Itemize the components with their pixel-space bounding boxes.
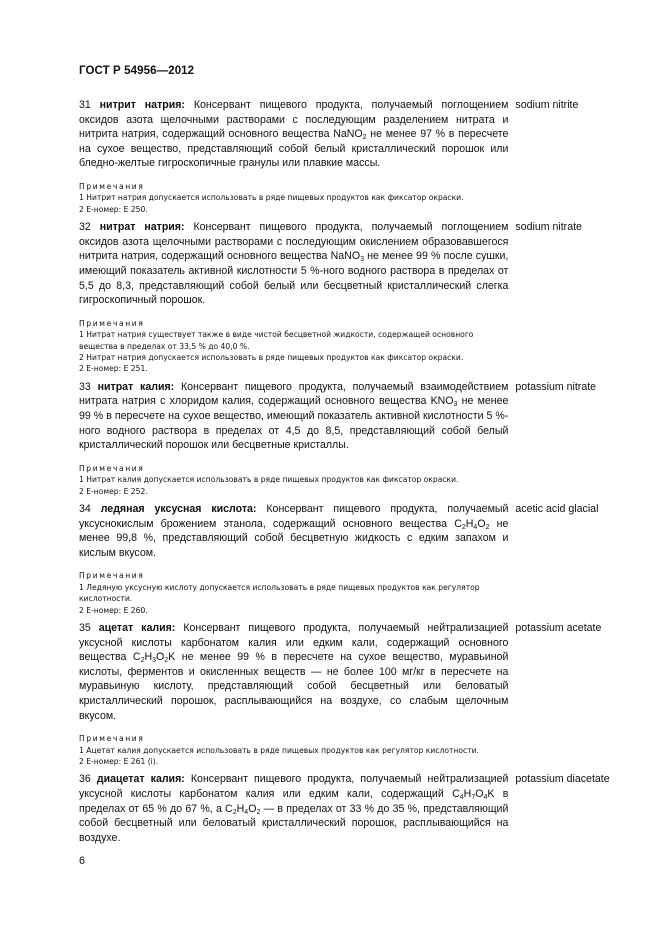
- note-item: 1 Ледяную уксусную кислоту допускается использовать в ряде пищевых продуктов как регулятор кислотности.: [79, 582, 480, 604]
- term-definition: [79, 772, 508, 845]
- term-definition: [79, 98, 508, 171]
- document-body: [79, 98, 619, 845]
- subscript: 7: [471, 793, 476, 801]
- entry-number: 31: [79, 99, 91, 111]
- definition-text: Консервант пищевого продукта, получаемый уксуснокислым брожением этанола, содержащий основного вещества C: [79, 502, 509, 530]
- definition-text: не менее 97 % в пересчете на сухое вещество, представляющий собой белый кристаллический порошок или бледно-желтые гигроскопичные гранулы или плавкие массы.: [79, 128, 509, 170]
- entry-number: 33: [79, 380, 91, 393]
- formula-element: O: [248, 802, 257, 815]
- definition-text: Консервант пищевого продукта, получаемый нейтрализацией уксусной кислоты карбонатом калия или едким кали, содержащий основного вещества C: [79, 621, 509, 664]
- term-name: нитрат натрия:: [99, 221, 185, 234]
- term-entry-33: [79, 380, 619, 453]
- notes-block: [79, 733, 510, 767]
- subscript: 2: [140, 657, 145, 665]
- formula-element: O: [477, 517, 486, 530]
- definition-text: — в пределах от 33 % до 35 %, представляющий собой бесцветный или беловатый кристаллический порошок, расплывающийся на воздухе.: [79, 802, 509, 844]
- definition-text: не менее 99 % после сушки, имеющий показатель активной кислотности 5 %-ного водного раствора в пределах от 5,5 до 8,3, представляющий собой белый или бесцветный кристаллический слегка гигроскопичный порошок.: [79, 250, 509, 307]
- subscript: 2: [232, 808, 237, 816]
- english-equivalent: acetic acid glacial: [515, 502, 599, 515]
- subscript: 4: [244, 808, 249, 816]
- notes-block: [79, 181, 510, 215]
- term-name: ацетат калия:: [98, 621, 176, 634]
- english-equivalent: sodium nitrate: [515, 221, 582, 234]
- formula-element: H: [236, 802, 245, 815]
- entry-number: 35: [79, 621, 91, 634]
- term-name: диацетат калия:: [96, 773, 185, 786]
- note-item: 1 Нитрат калия допускается использовать в ряде пищевых продуктов как фиксатор окраски.: [79, 475, 459, 485]
- definition-text: Консервант пищевого продукта, получаемый поглощением оксидов азота щелочными растворами с последующим разделением нитрата и нитрита натрия, содержащий основного вещества NaNO: [79, 99, 509, 141]
- term-name: ледяная уксусная кислота:: [100, 502, 257, 515]
- subscript: 3: [360, 256, 364, 264]
- notes-label: Примечания: [79, 318, 145, 328]
- notes-label: Примечания: [79, 181, 145, 191]
- term-name: нитрит натрия:: [99, 99, 185, 111]
- notes-label: Примечания: [79, 734, 145, 744]
- formula-element: H: [144, 651, 153, 664]
- english-equivalent: sodium nitrite: [515, 99, 579, 111]
- note-item: 1 Нитрит натрия допускается использовать в ряде пищевых продуктов как фиксатор окраски.: [79, 193, 464, 203]
- term-name: нитрат калия:: [97, 380, 175, 393]
- definition-text: не менее 99 % в пересчете на сухое вещество, имеющий показатель активной кислотности 5 %-ного водного раствора в пределах от 4,5 до 8,5, представляющий собой белый кристаллический порошок или бесцветные кристаллы.: [79, 395, 509, 452]
- english-equivalent: potassium acetate: [515, 621, 602, 634]
- subscript: 4: [473, 523, 478, 531]
- notes-label: Примечания: [79, 571, 145, 581]
- term-entry-36: [79, 772, 619, 845]
- definition-text: K в пределах от 65 % до 67 %, а C: [79, 787, 509, 815]
- term-entry-32: [79, 220, 619, 308]
- note-item: 2 Е-номер: Е 261 (i).: [79, 756, 159, 766]
- definition-text: Консервант пищевого продукта, получаемый поглощением оксидов азота щелочными растворами с последующим окислением образовавшегося нитрита натрия, содержащий основного вещества NaNO: [79, 221, 509, 263]
- document-header: ГОСТ Р 54956—2012: [79, 65, 195, 77]
- note-item: 1 Ацетат калия допускается использовать в ряде пищевых продуктов как регулятор кислотности.: [79, 745, 479, 755]
- subscript: 4: [459, 793, 464, 801]
- definition-text: Консервант пищевого продукта, получаемый нейтрализацией уксусной кислоты карбонатом калия или едким кали, содержащий C: [79, 773, 509, 800]
- formula-element: H: [465, 517, 474, 530]
- definition-text: Консервант пищевого продукта, получаемый взаимодействием нитрата натрия с хлоридом калия, содержащий основного вещества KNO: [79, 380, 509, 408]
- subscript: 2: [362, 134, 367, 142]
- formula-element: H: [463, 787, 472, 800]
- subscript: 4: [483, 793, 488, 801]
- notes-block: [79, 463, 510, 497]
- term-definition: [79, 380, 508, 453]
- note-item: 2 Нитрат натрия допускается использовать в ряде пищевых продуктов как фиксатор окраски.: [79, 352, 464, 362]
- term-definition: [79, 220, 508, 308]
- entry-number: 34: [79, 502, 91, 515]
- formula-element: O: [475, 787, 484, 800]
- term-entry-35: [79, 621, 619, 723]
- subscript: 3: [152, 657, 157, 665]
- subscript: 3: [453, 401, 458, 409]
- subscript: 2: [256, 808, 261, 816]
- term-entry-34: [79, 502, 619, 560]
- term-definition: [79, 502, 508, 560]
- note-item: 2 Е-номер: Е 251.: [79, 364, 148, 374]
- page-number: 6: [79, 855, 85, 867]
- note-item: 2 Е-номер: Е 250.: [79, 204, 148, 214]
- notes-block: [79, 318, 510, 375]
- notes-label: Примечания: [79, 463, 145, 473]
- definition-text: не менее 99,8 %, представляющий собой бесцветную жидкость с едким запахом и кислым вкусом.: [79, 517, 509, 559]
- entry-number: 32: [79, 221, 91, 234]
- note-item: 2 Е-номер: Е 252.: [79, 486, 148, 496]
- note-item: 1 Нитрат натрия существует также в виде чистой бесцветной жидкости, содержащей основного вещества в пределах от 33,5 % до 40,0 %.: [79, 330, 474, 351]
- subscript: 2: [164, 657, 169, 665]
- formula-element: O: [156, 651, 165, 664]
- entry-number: 36: [79, 773, 91, 786]
- term-definition: [79, 621, 508, 723]
- subscript: 2: [485, 523, 490, 531]
- notes-block: [79, 570, 510, 616]
- english-equivalent: potassium diacetate: [515, 773, 610, 786]
- subscript: 2: [461, 523, 466, 531]
- definition-text: K не менее 99 % в пересчете на сухое вещество, муравьиной кислоты, ферментов и окисленных веществ — не более 100 мг/кг в пересчете на муравьиную кислоту, представляющий собой бесцветный или беловатый кристаллический порошок, расплывающийся на воздухе, со слабым щелочным вкусом.: [79, 651, 509, 722]
- english-equivalent: potassium nitrate: [515, 380, 597, 393]
- term-entry-31: [79, 98, 619, 171]
- note-item: 2 Е-номер: Е 260.: [79, 605, 148, 615]
